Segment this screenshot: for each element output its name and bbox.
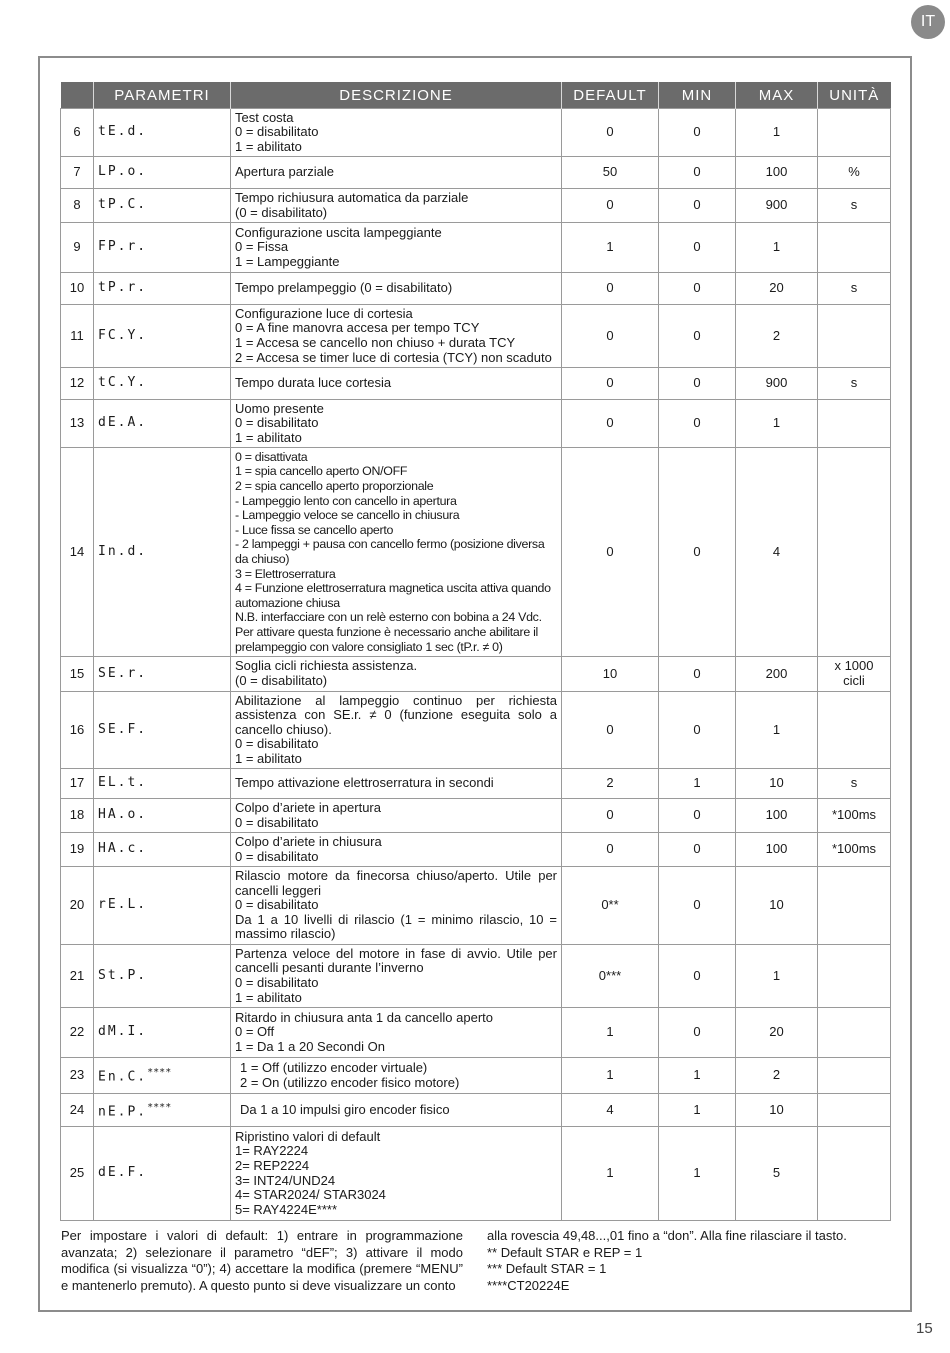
parameter-description	[231, 273, 562, 305]
description-line: Test costa	[235, 109, 294, 125]
table-row	[61, 945, 891, 1008]
max-value: 1	[736, 109, 818, 157]
parameter-code	[94, 448, 231, 657]
parameter-description	[231, 305, 562, 368]
unit-value: %	[818, 157, 891, 189]
description-line: Apertura parziale	[235, 164, 334, 180]
unit-value: s	[818, 189, 891, 223]
description-line: Colpo d’ariete in apertura	[235, 799, 381, 815]
table-row	[61, 305, 891, 368]
description-line: 2 = spia cancello aperto proporzionale	[235, 479, 434, 494]
parameter-description	[231, 157, 562, 189]
description-line: 2 = On (utilizzo encoder fisico motore)	[240, 1074, 460, 1090]
row-number: 10	[61, 273, 94, 305]
max-value: 200	[736, 657, 818, 692]
description-line: Colpo d’ariete in chiusura	[235, 833, 382, 849]
unit-value: s	[818, 273, 891, 305]
max-value: 900	[736, 189, 818, 223]
description-line: 0 = Fissa	[235, 239, 289, 255]
description-line: - Lampeggio lento con cancello in apertura	[235, 493, 457, 508]
default-value: 0	[562, 833, 659, 867]
min-value: 0	[659, 1008, 736, 1058]
row-number: 24	[61, 1094, 94, 1127]
table-row	[61, 223, 891, 273]
description-line: Ripristino valori di default	[235, 1128, 381, 1144]
min-value: 0	[659, 109, 736, 157]
parameters-table	[60, 82, 891, 1221]
parameter-code-text: St.P.	[98, 967, 148, 983]
parameter-code-text: En.C.	[98, 1069, 148, 1085]
min-value: 0	[659, 799, 736, 833]
description-line: 1 = Da 1 a 20 Secondi On	[235, 1038, 385, 1054]
unit-value	[818, 867, 891, 945]
parameter-code	[94, 657, 231, 692]
table-row	[61, 1058, 891, 1094]
max-value: 20	[736, 1008, 818, 1058]
description-line: 0 = disabilitato	[235, 897, 319, 913]
parameter-code-text: tP.r.	[98, 280, 148, 296]
description-line: 4 = Funzione elettroserratura magnetica uscita attiva quando automazione chiusa	[235, 581, 551, 610]
parameter-code	[94, 109, 231, 157]
note-line: *** Default STAR = 1	[487, 1261, 607, 1277]
default-value: 0	[562, 400, 659, 448]
parameter-description	[231, 692, 562, 769]
max-value: 2	[736, 305, 818, 368]
description-line: Da 1 a 10 livelli di rilascio (1 = minimo rilascio, 10 = massimo rilascio)	[235, 911, 557, 942]
min-value: 0	[659, 692, 736, 769]
page-number: 15	[916, 1320, 933, 1337]
parameter-code-text: FC.Y.	[98, 327, 148, 343]
default-value: 1	[562, 1008, 659, 1058]
parameter-code-text: LP.o.	[98, 164, 148, 180]
table-row	[61, 799, 891, 833]
default-value: 1	[562, 223, 659, 273]
max-value: 1	[736, 400, 818, 448]
description-line: Tempo attivazione elettroserratura in secondi	[235, 775, 494, 791]
row-number: 7	[61, 157, 94, 189]
description-line: - Lampeggio veloce se cancello in chiusura	[235, 508, 460, 523]
min-value: 0	[659, 368, 736, 400]
description-line: 0 = disabilitato	[235, 736, 319, 752]
row-number: 21	[61, 945, 94, 1008]
parameter-code-text: nE.P.	[98, 1103, 148, 1119]
parameter-code	[94, 945, 231, 1008]
max-value: 5	[736, 1127, 818, 1221]
unit-value: *100ms	[818, 799, 891, 833]
min-value: 0	[659, 657, 736, 692]
parameter-code-text: dE.A.	[98, 415, 148, 431]
description-line: 1 = Lampeggiante	[235, 253, 340, 269]
default-value: 0	[562, 109, 659, 157]
row-number: 18	[61, 799, 94, 833]
default-value: 0	[562, 368, 659, 400]
description-line: 1= RAY2224	[235, 1143, 309, 1159]
table-row	[61, 769, 891, 799]
unit-value	[818, 305, 891, 368]
default-value: 50	[562, 157, 659, 189]
description-line: 0 = disabilitato	[235, 975, 319, 990]
row-number: 13	[61, 400, 94, 448]
default-value: 10	[562, 657, 659, 692]
row-number: 12	[61, 368, 94, 400]
row-number: 20	[61, 867, 94, 945]
description-line: 1 = abilitato	[235, 429, 302, 445]
description-line: Tempo richiusura automatica da parziale	[235, 189, 469, 205]
parameter-code	[94, 833, 231, 867]
table-row	[61, 657, 891, 692]
parameter-code	[94, 273, 231, 305]
row-number: 17	[61, 769, 94, 799]
table-row	[61, 833, 891, 867]
description-line: N.B. interfacciare con un relè esterno con bobina a 24 Vdc. Per attivare questa funzione è necessario anche abilitare il prelampeggio con valore consigliato 1 sec (tP.r. ≠ 0)	[235, 610, 542, 654]
parameter-code-text: rE.L.	[98, 897, 148, 913]
description-line: Uomo presente	[235, 400, 324, 416]
description-line: 0 = Off	[235, 1024, 275, 1040]
parameter-code-text: HA.c.	[98, 841, 148, 857]
description-line: 0 = A fine manovra accesa per tempo TCY	[235, 320, 480, 336]
parameter-code	[94, 157, 231, 189]
unit-value	[818, 692, 891, 769]
max-value: 4	[736, 448, 818, 657]
parameter-code-text: SE.r.	[98, 665, 148, 681]
table-row	[61, 867, 891, 945]
unit-value: x 1000 cicli	[818, 657, 891, 692]
unit-value: s	[818, 368, 891, 400]
table-row	[61, 109, 891, 157]
unit-value	[818, 400, 891, 448]
header-descrizione: DESCRIZIONE	[231, 82, 562, 109]
header-max: MAX	[736, 82, 818, 109]
header-number	[61, 82, 94, 109]
description-line: 2 = Accesa se timer luce di cortesia (TCY) non scaduto	[235, 349, 552, 365]
unit-value	[818, 109, 891, 157]
description-line: 0 = disabilitato	[235, 124, 319, 140]
parameter-code	[94, 400, 231, 448]
header-parametri: PARAMETRI	[94, 82, 231, 109]
description-line: (0 = disabilitato)	[235, 673, 328, 688]
min-value: 0	[659, 273, 736, 305]
parameter-description	[231, 1058, 562, 1094]
max-value: 1	[736, 945, 818, 1008]
unit-value	[818, 1094, 891, 1127]
row-number: 23	[61, 1058, 94, 1094]
description-line: 1 = Off (utilizzo encoder virtuale)	[240, 1059, 428, 1075]
parameter-code-text: In.d.	[98, 543, 148, 559]
description-line: 5= RAY4224E****	[235, 1201, 338, 1217]
unit-value	[818, 945, 891, 1008]
parameter-code-text: dM.I.	[98, 1024, 148, 1040]
min-value: 0	[659, 189, 736, 223]
description-line: - Luce fissa se cancello aperto	[235, 522, 394, 537]
parameter-description	[231, 1008, 562, 1058]
parameter-description	[231, 867, 562, 945]
note-line: ** Default STAR e REP = 1	[487, 1244, 643, 1260]
parameter-code-text: FP.r.	[98, 239, 148, 255]
parameter-description	[231, 223, 562, 273]
row-number: 22	[61, 1008, 94, 1058]
max-value: 10	[736, 769, 818, 799]
header-default: DEFAULT	[562, 82, 659, 109]
row-number: 25	[61, 1127, 94, 1221]
parameter-code	[94, 769, 231, 799]
default-value: 0	[562, 692, 659, 769]
parameter-description	[231, 1127, 562, 1221]
table-row	[61, 273, 891, 305]
row-number: 8	[61, 189, 94, 223]
min-value: 1	[659, 1094, 736, 1127]
parameter-code	[94, 1094, 231, 1127]
unit-value	[818, 448, 891, 657]
description-line: (0 = disabilitato)	[235, 204, 328, 220]
header-unita: UNITÀ	[818, 82, 891, 109]
parameter-code	[94, 305, 231, 368]
description-line: - 2 lampeggi + pausa con cancello fermo (posizione diversa da chiuso)	[235, 537, 545, 566]
description-line: Soglia cicli richiesta assistenza.	[235, 658, 418, 674]
description-line: Rilascio motore da finecorsa chiuso/aperto. Utile per cancelli leggeri	[235, 868, 557, 898]
unit-value	[818, 1127, 891, 1221]
parameter-description	[231, 400, 562, 448]
parameter-description	[231, 448, 562, 657]
parameter-code	[94, 1127, 231, 1221]
description-line: 1 = Accesa se cancello non chiuso + durata TCY	[235, 335, 516, 350]
language-badge: IT	[911, 5, 945, 39]
parameter-description	[231, 799, 562, 833]
unit-value: *100ms	[818, 833, 891, 867]
parameter-code-text: HA.o.	[98, 807, 148, 823]
min-value: 0	[659, 157, 736, 189]
parameter-description	[231, 769, 562, 799]
parameter-code	[94, 692, 231, 769]
unit-value	[818, 1058, 891, 1094]
parameter-code-text: dE.F.	[98, 1165, 148, 1181]
max-value: 900	[736, 368, 818, 400]
default-value: 0	[562, 189, 659, 223]
row-number: 15	[61, 657, 94, 692]
default-value: 1	[562, 1058, 659, 1094]
description-line: Ritardo in chiusura anta 1 da cancello aperto	[235, 1009, 493, 1025]
description-line: 0 = disabilitato	[235, 415, 319, 431]
parameter-description	[231, 833, 562, 867]
parameter-description	[231, 1094, 562, 1127]
parameter-code	[94, 1058, 231, 1094]
parameter-code-text: tP.C.	[98, 197, 148, 213]
min-value: 0	[659, 448, 736, 657]
parameter-code	[94, 368, 231, 400]
description-line: 4= STAR2024/ STAR3024	[235, 1187, 386, 1203]
description-line: Partenza veloce del motore in fase di avvio. Utile per cancelli pesanti durante l’inverno	[235, 945, 557, 976]
table-row	[61, 1008, 891, 1058]
table-row	[61, 368, 891, 400]
description-line: Tempo durata luce cortesia	[235, 375, 392, 391]
default-value: 1	[562, 1127, 659, 1221]
description-line: 0 = disattivata	[235, 449, 308, 464]
default-value: 0**	[562, 867, 659, 945]
table-row	[61, 692, 891, 769]
description-line: 3= INT24/UND24	[235, 1172, 336, 1188]
notes-right	[487, 1228, 897, 1294]
default-value: 0	[562, 305, 659, 368]
default-value: 0	[562, 448, 659, 657]
description-line: 1 = spia cancello aperto ON/OFF	[235, 464, 408, 479]
parameter-code	[94, 223, 231, 273]
default-value: 0***	[562, 945, 659, 1008]
max-value: 20	[736, 273, 818, 305]
table-row	[61, 1094, 891, 1127]
parameter-code-note: ****	[147, 1101, 172, 1113]
table-row	[61, 400, 891, 448]
max-value: 1	[736, 223, 818, 273]
notes-left: Per impostare i valori di default: 1) entrare in programmazione avanzata; 2) selezionare il parametro “dEF”; 3) attivare il modo modifica (si visualizza “0”); 4) accettare la modifica (premere “MENU” e mantenerlo premuto). A questo punto si deve visualizzare un conto	[61, 1228, 463, 1293]
row-number: 9	[61, 223, 94, 273]
max-value: 100	[736, 799, 818, 833]
min-value: 0	[659, 223, 736, 273]
description-line: Configurazione uscita lampeggiante	[235, 224, 442, 240]
parameter-code-note: ****	[147, 1067, 172, 1079]
parameter-code	[94, 799, 231, 833]
description-line: 0 = disabilitato	[235, 848, 319, 864]
note-line: alla rovescia 49,48...,01 fino a “don”. Alla fine rilasciare il tasto.	[487, 1228, 847, 1243]
row-number: 19	[61, 833, 94, 867]
max-value: 2	[736, 1058, 818, 1094]
max-value: 10	[736, 1094, 818, 1127]
min-value: 1	[659, 769, 736, 799]
table-row	[61, 448, 891, 657]
row-number: 14	[61, 448, 94, 657]
max-value: 100	[736, 833, 818, 867]
description-line: Abilitazione al lampeggio continuo per richiesta assistenza con SE.r. ≠ 0 (funzione eseguita solo a cancello chiuso).	[235, 692, 557, 737]
description-line: 1 = abilitato	[235, 138, 302, 154]
parameter-code	[94, 189, 231, 223]
min-value: 1	[659, 1127, 736, 1221]
unit-value: s	[818, 769, 891, 799]
min-value: 0	[659, 867, 736, 945]
table-row	[61, 1127, 891, 1221]
max-value: 100	[736, 157, 818, 189]
min-value: 0	[659, 400, 736, 448]
parameter-description	[231, 189, 562, 223]
description-line: Configurazione luce di cortesia	[235, 305, 413, 321]
description-line: Tempo prelampeggio (0 = disabilitato)	[235, 280, 453, 296]
description-line: 3 = Elettroserratura	[235, 566, 336, 581]
description-line: 1 = abilitato	[235, 750, 302, 766]
parameter-description	[231, 368, 562, 400]
max-value: 1	[736, 692, 818, 769]
table-row	[61, 157, 891, 189]
unit-value	[818, 223, 891, 273]
description-line: 1 = abilitato	[235, 989, 302, 1005]
table-row	[61, 189, 891, 223]
parameter-description	[231, 109, 562, 157]
min-value: 0	[659, 305, 736, 368]
default-value: 2	[562, 769, 659, 799]
parameter-description	[231, 945, 562, 1008]
min-value: 0	[659, 945, 736, 1008]
row-number: 16	[61, 692, 94, 769]
note-line: ****CT20224E	[487, 1277, 570, 1293]
max-value: 10	[736, 867, 818, 945]
parameter-code-text: tC.Y.	[98, 375, 148, 391]
parameter-description	[231, 657, 562, 692]
default-value: 0	[562, 799, 659, 833]
table-header-row	[61, 82, 891, 109]
min-value: 0	[659, 833, 736, 867]
parameter-code	[94, 1008, 231, 1058]
min-value: 1	[659, 1058, 736, 1094]
description-line: 2= REP2224	[235, 1157, 310, 1173]
default-value: 0	[562, 273, 659, 305]
parameter-code-text: tE.d.	[98, 124, 148, 140]
default-value: 4	[562, 1094, 659, 1127]
description-line: 0 = disabilitato	[235, 814, 319, 830]
header-min: MIN	[659, 82, 736, 109]
description-line: Da 1 a 10 impulsi giro encoder fisico	[240, 1101, 450, 1117]
row-number: 6	[61, 109, 94, 157]
unit-value	[818, 1008, 891, 1058]
row-number: 11	[61, 305, 94, 368]
parameter-code-text: SE.F.	[98, 721, 148, 737]
parameter-code-text: EL.t.	[98, 775, 148, 791]
parameter-code	[94, 867, 231, 945]
